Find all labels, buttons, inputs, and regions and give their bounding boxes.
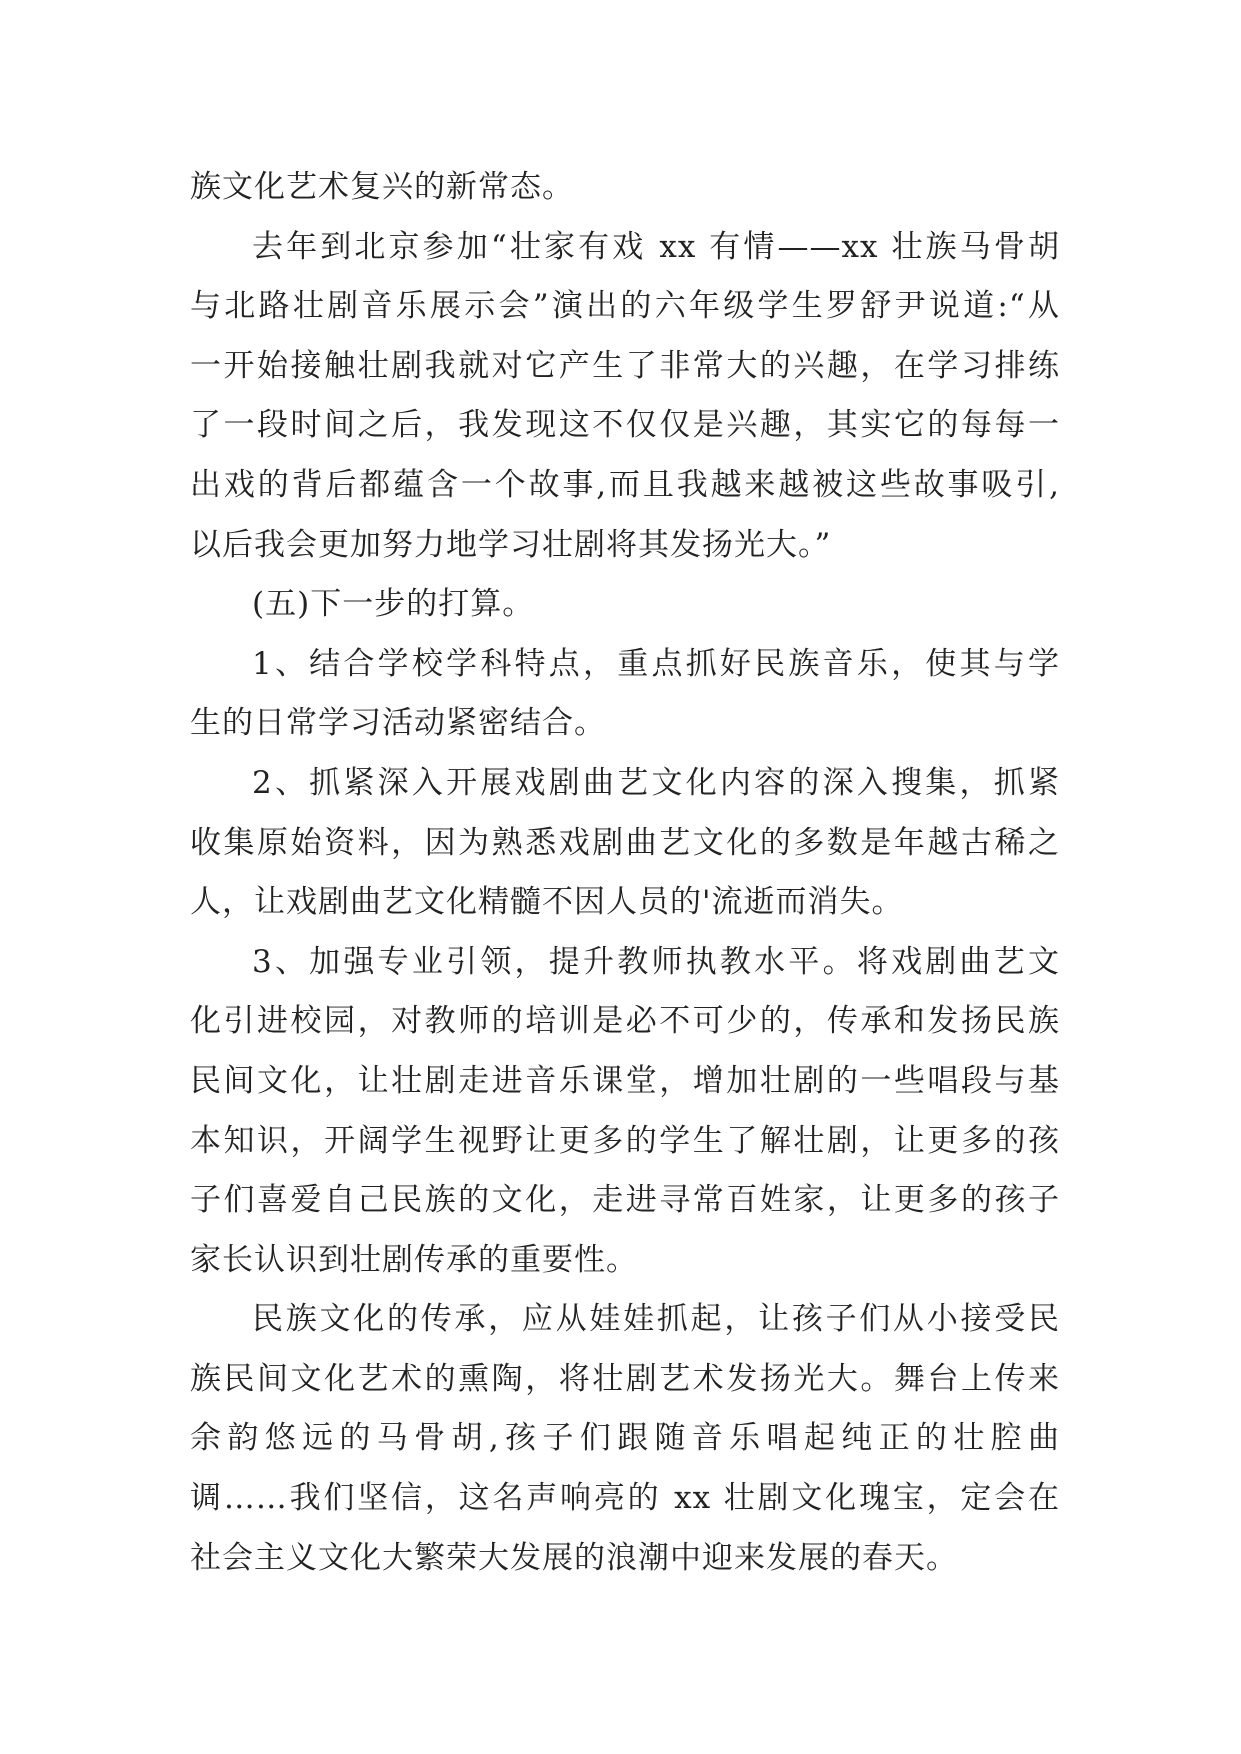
text-line: 本知识，开阔学生视野让更多的学生了解壮剧，让更多的孩	[190, 1122, 1060, 1159]
document-body	[190, 158, 1060, 1588]
text-line: 与北路壮剧音乐展示会”演出的六年级学生罗舒尹说道:“从	[190, 288, 1060, 325]
text-line: 家长认识到壮剧传承的重要性。	[190, 1241, 638, 1278]
text-line: 收集原始资料，因为熟悉戏剧曲艺文化的多数是年越古稀之	[190, 824, 1060, 861]
text-line: 人，让戏剧曲艺文化精髓不因人员的'流逝而消失。	[190, 884, 904, 921]
text-line: 3、加强专业引领，提升教师执教水平。将戏剧曲艺文	[252, 943, 1060, 980]
section-heading: (五)下一步的打算。	[252, 586, 535, 623]
text-line: 生的日常学习活动紧密结合。	[190, 705, 606, 742]
text-line: 调……我们坚信，这名声响亮的 xx 壮剧文化瑰宝，定会在	[190, 1480, 1060, 1517]
text-line: 余韵悠远的马骨胡,孩子们跟随音乐唱起纯正的壮腔曲	[190, 1420, 1060, 1457]
text-line: 1、结合学校学科特点，重点抓好民族音乐，使其与学	[252, 645, 1060, 682]
text-line: 子们喜爱自己民族的文化，走进寻常百姓家，让更多的孩子	[190, 1182, 1060, 1219]
text-line: 了一段时间之后，我发现这不仅仅是兴趣，其实它的每每一	[190, 407, 1060, 444]
text-line: 族文化艺术复兴的新常态。	[190, 169, 574, 205]
text-line: 民间文化，让壮剧走进音乐课堂，增加壮剧的一些唱段与基	[190, 1062, 1060, 1099]
text-line: 2、抓紧深入开展戏剧曲艺文化内容的深入搜集，抓紧	[252, 764, 1060, 801]
text-line: 出戏的背后都蕴含一个故事,而且我越来越被这些故事吸引,	[190, 466, 1060, 503]
text-line: 一开始接触壮剧我就对它产生了非常大的兴趣，在学习排练	[190, 347, 1060, 384]
text-line: 民族文化的传承，应从娃娃抓起，让孩子们从小接受民	[252, 1301, 1060, 1338]
text-line: 社会主义文化大繁荣大发展的浪潮中迎来发展的春天。	[190, 1539, 958, 1576]
text-line: 化引进校园，对教师的培训是必不可少的，传承和发扬民族	[190, 1003, 1060, 1040]
text-line: 族民间文化艺术的熏陶，将壮剧艺术发扬光大。舞台上传来	[190, 1360, 1060, 1397]
text-line: 去年到北京参加“壮家有戏 xx 有情——xx 壮族马骨胡	[252, 228, 1060, 265]
text-line: 以后我会更加努力地学习壮剧将其发扬光大。”	[190, 526, 832, 563]
